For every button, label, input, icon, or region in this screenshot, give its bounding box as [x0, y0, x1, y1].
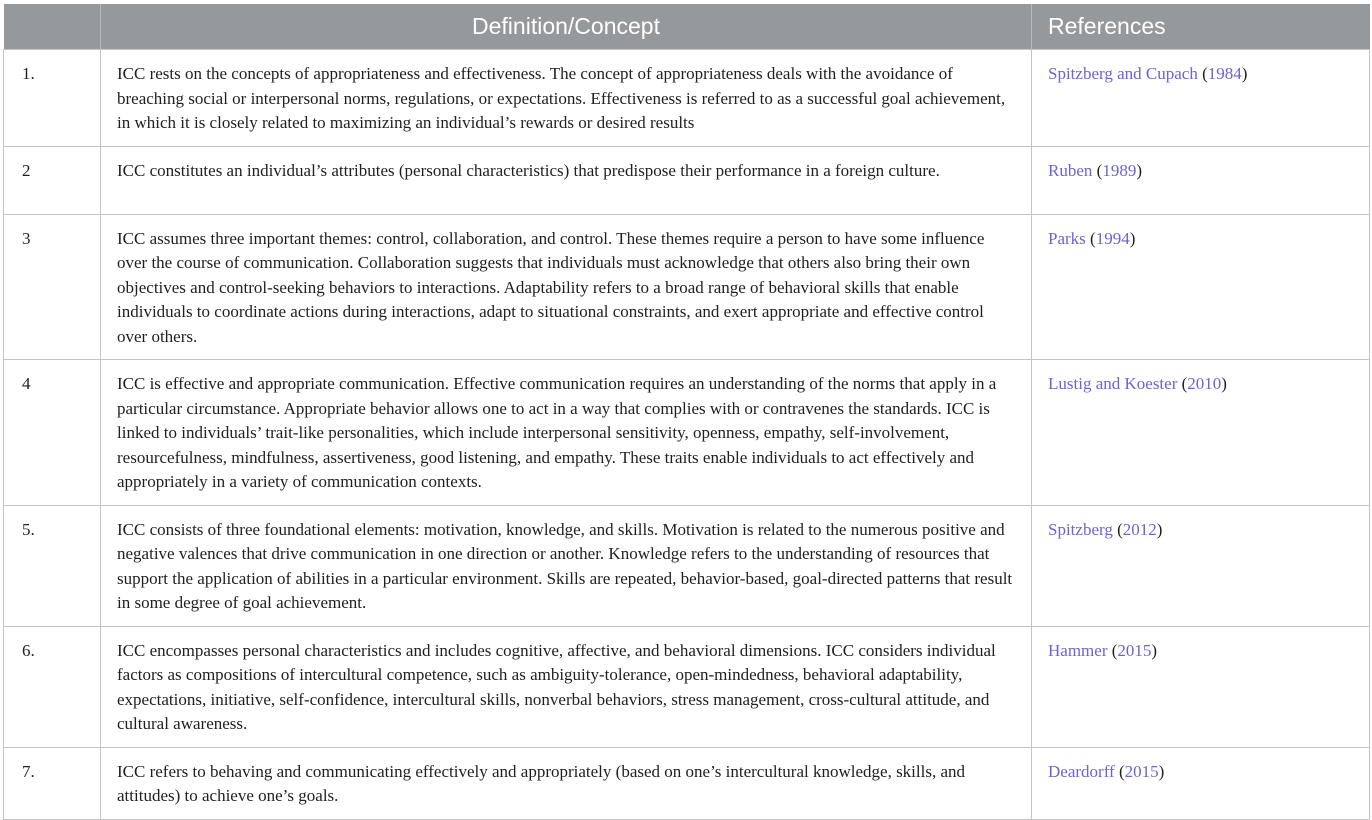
table-row: [4, 747, 1370, 819]
row-definition: ICC rests on the concepts of appropriateness and effectiveness. The concept of appropriateness deals with the avoidance of breaching social or interpersonal norms, regulations, or expectations. Effectiveness is referred to as a successful goal achievement, in which it is closely related to maximizing an individual’s rewards or desired results: [101, 50, 1032, 147]
reference-year-link[interactable]: 1994: [1095, 228, 1130, 248]
row-number: 5.: [4, 505, 101, 626]
table-row: [4, 146, 1370, 214]
row-number: 6.: [4, 626, 101, 747]
row-reference: Hammer (2015): [1032, 626, 1370, 747]
reference-author-link[interactable]: Ruben: [1048, 160, 1093, 180]
row-reference: Ruben (1989): [1032, 146, 1370, 214]
row-definition: ICC refers to behaving and communicating effectively and appropriately (based on one’s intercultural knowledge, skills, and attitudes) to achieve one’s goals.: [101, 747, 1032, 819]
reference-year-link[interactable]: 2015: [1124, 761, 1159, 781]
header-row: [4, 4, 1370, 50]
reference-year-link[interactable]: 2012: [1122, 519, 1157, 539]
reference-year-link[interactable]: 2010: [1187, 374, 1222, 393]
reference-author-link[interactable]: Hammer: [1048, 640, 1108, 660]
reference-year-link[interactable]: 1984: [1207, 64, 1242, 83]
row-number: 2: [4, 146, 101, 214]
row-reference: Lustig and Koester (2010): [1032, 360, 1370, 506]
row-reference: Deardorff (2015): [1032, 747, 1370, 819]
row-reference: Spitzberg and Cupach (1984): [1032, 50, 1370, 147]
definitions-table: [3, 4, 1370, 820]
table-row: [4, 626, 1370, 747]
table-row: [4, 505, 1370, 626]
reference-author-link[interactable]: Spitzberg and Cupach: [1048, 64, 1198, 83]
row-number: 3: [4, 214, 101, 360]
row-definition: ICC assumes three important themes: control, collaboration, and control. These themes require a person to have some influence over the course of communication. Collaboration suggests that individuals must acknowledge that others also bring their own objectives and control-seeking behaviors to interactions. Adaptability refers to a broad range of behavioral skills that enable individuals to coordinate actions during interactions, adapt to situational constraints, and exert appropriate and effective control over others.: [101, 214, 1032, 360]
row-number: 4: [4, 360, 101, 506]
row-definition: ICC constitutes an individual’s attributes (personal characteristics) that predispose their performance in a foreign culture.: [101, 146, 1032, 214]
row-definition: ICC consists of three foundational elements: motivation, knowledge, and skills. Motivation is related to the numerous positive and negative valences that drive communication in one direction or another. Knowledge refers to the understanding of resources that support the application of abilities in a particular environment. Skills are repeated, behavior-based, goal-directed patterns that result in some degree of goal achievement.: [101, 505, 1032, 626]
row-number: 1.: [4, 50, 101, 147]
row-definition: ICC encompasses personal characteristics and includes cognitive, affective, and behavioral dimensions. ICC considers individual factors as compositions of intercultural competence, such as ambiguity-tolerance, open-mindedness, behavioral adaptability, expectations, initiative, self-confidence, intercultural skills, nonverbal behaviors, stress management, cross-cultural attitude, and cultural awareness.: [101, 626, 1032, 747]
row-reference: Parks (1994): [1032, 214, 1370, 360]
header-references: References: [1032, 4, 1370, 50]
reference-year-link[interactable]: 2015: [1117, 640, 1152, 660]
row-definition: ICC is effective and appropriate communication. Effective communication requires an understanding of the norms that apply in a particular circumstance. Appropriate behavior allows one to act in a way that complies with or contravenes the standards. ICC is linked to individuals’ trait-like personalities, which include interpersonal sensitivity, openness, empathy, self-involvement, resourcefulness, mindfulness, assertiveness, good listening, and empathy. These traits enable individuals to act effectively and appropriately in a variety of communication contexts.: [101, 360, 1032, 506]
row-reference: Spitzberg (2012): [1032, 505, 1370, 626]
reference-year-link[interactable]: 1989: [1102, 160, 1137, 180]
reference-author-link[interactable]: Lustig and Koester: [1048, 374, 1178, 393]
reference-author-link[interactable]: Deardorff: [1048, 761, 1115, 781]
row-number: 7.: [4, 747, 101, 819]
table-row: [4, 214, 1370, 360]
header-number: [4, 4, 101, 50]
reference-author-link[interactable]: Spitzberg: [1048, 519, 1113, 539]
reference-author-link[interactable]: Parks: [1048, 228, 1086, 248]
header-definition: Definition/Concept: [101, 4, 1032, 50]
table-row: [4, 360, 1370, 506]
table-row: [4, 50, 1370, 147]
